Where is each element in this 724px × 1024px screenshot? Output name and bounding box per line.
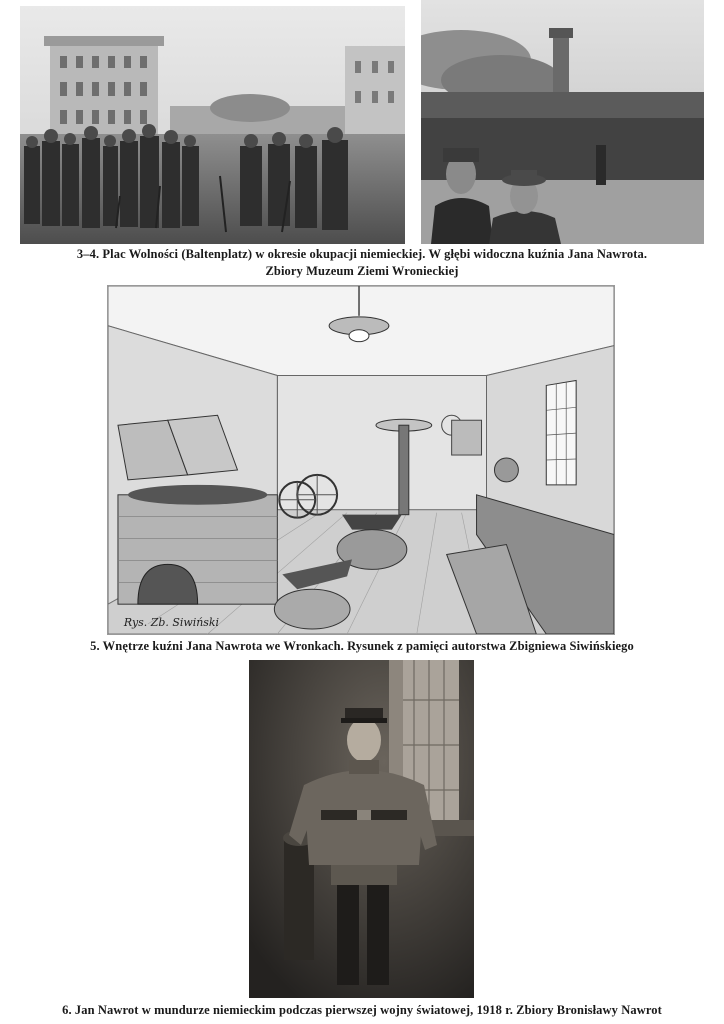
caption-figures-3-4-line2: Zbiory Muzeum Ziemi Wronieckiej [265,264,459,278]
photo-square-smoke-men [421,0,704,244]
photo-soldier-portrait [249,660,474,998]
caption-figures-3-4 [0,246,724,280]
photo-town-square-group [20,6,405,244]
caption-figure-5: 5. Wnętrze kuźni Jana Nawrota we Wronkach. Rysunek z pamięci autorstwa Zbigniewa Siwińskiego [90,639,634,653]
drawing-smithy-interior [107,285,615,635]
drawing-signature: Rys. Zb. Siwiński [123,616,220,630]
caption-figures-3-4-line1: 3–4. Plac Wolności (Baltenplatz) w okresie okupacji niemieckiej. W głębi widoczna kuźnia Jana Nawrota. [76,247,648,261]
caption-figure-6: 6. Jan Nawrot w mundurze niemieckim podczas pierwszej wojny światowej, 1918 r. Zbiory Bronisławy Nawrot [62,1003,662,1017]
